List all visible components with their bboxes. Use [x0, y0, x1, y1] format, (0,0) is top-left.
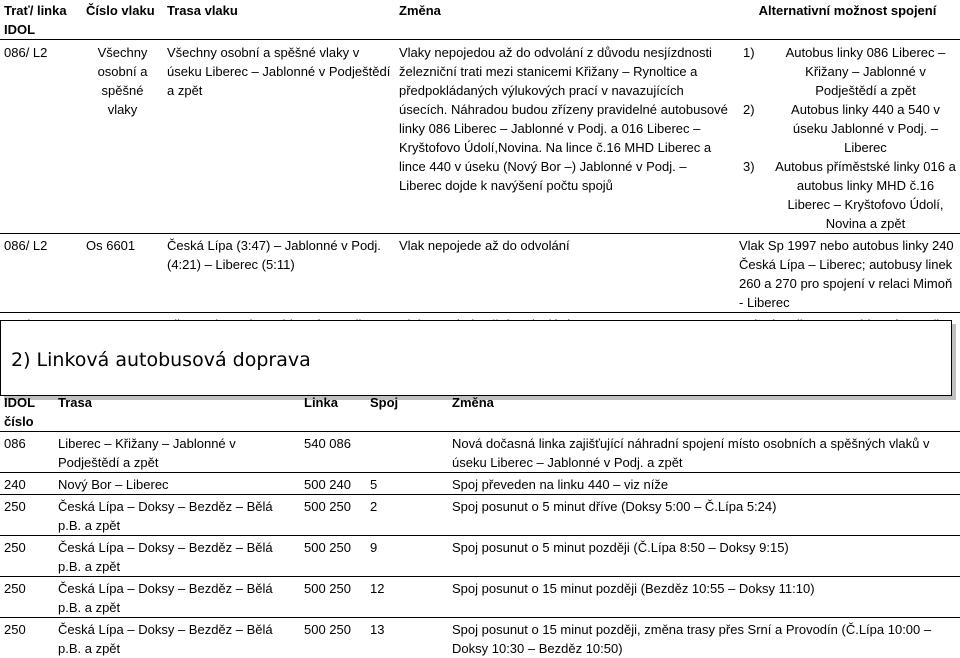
header-alternative: Alternativní možnost spojení: [735, 0, 960, 40]
cell-route: Česká Lípa – Doksy – Bezděz – Bělá p.B. a zpět: [54, 577, 300, 618]
table-row: [0, 618, 960, 658]
cell-route: Nový Bor – Liberec: [54, 473, 300, 495]
cell-idol: 086: [0, 432, 54, 473]
alt-text: Autobus linky 440 a 540 v úseku Jablonné v Podj. – Liberec: [775, 100, 956, 157]
cell-conn: 9: [366, 536, 448, 577]
cell-conn: [366, 432, 448, 473]
header-conn: Spoj: [366, 390, 448, 432]
cell-alternatives: [735, 40, 960, 234]
cell-train-no: Os 6601: [82, 234, 163, 313]
table-row: [0, 536, 960, 577]
cell-route: Česká Lípa – Doksy – Bezděz – Bělá p.B. a zpět: [54, 495, 300, 536]
alt-number: 2): [743, 100, 775, 157]
table-row: [0, 473, 960, 495]
header-train-no: Číslo vlaku: [82, 0, 163, 40]
cell-line: 500 250: [300, 618, 366, 658]
cell-change: Vlaky nepojedou až do odvolání z důvodu nesjízdnosti železniční trati mezi stanicemi Křižany – Rynoltice a předpokládaných výlukových prací v navazujících úsecích. Náhradou budou zřízeny pravidelné autobusové linky 086 Liberec – Jablonné v Podj. a 016 Liberec – Kryštofovo Údolí,Novina. Na lince č.16 MHD Liberec a lince 440 v úseku (Nový Bor –) Jablonné v Podj. – Liberec dojde k navýšení počtu spojů: [395, 40, 735, 234]
cell-line: 500 250: [300, 536, 366, 577]
cell-change: Spoj posunut o 5 minut později (Č.Lípa 8:50 – Doksy 9:15): [448, 536, 960, 577]
alt-number: 3): [743, 157, 775, 233]
header-idol: IDOL číslo: [0, 390, 54, 432]
cell-line: 540 086: [300, 432, 366, 473]
bus-table-header-row: [0, 390, 960, 432]
header-change: Změna: [395, 0, 735, 40]
cell-line: 500 250: [300, 495, 366, 536]
cell-change: Vlak nepojede až do odvolání: [395, 234, 735, 313]
cell-train-no: Všechny osobní a spěšné vlaky: [82, 40, 163, 234]
cell-route-desc: Česká Lípa (3:47) – Jablonné v Podj. (4:21) – Liberec (5:11): [163, 234, 395, 313]
cell-change: Spoj převeden na linku 440 – viz níže: [448, 473, 960, 495]
header-route: Trať/ linka IDOL: [0, 0, 82, 40]
cell-route: 086/ L2: [0, 234, 82, 313]
cell-conn: 5: [366, 473, 448, 495]
cell-change: Spoj posunut o 15 minut později (Bezděz 10:55 – Doksy 11:10): [448, 577, 960, 618]
cell-route: 086/ L2: [0, 40, 82, 234]
cell-route: Česká Lípa – Doksy – Bezděz – Bělá p.B. a zpět: [54, 536, 300, 577]
header-route-desc: Trasa vlaku: [163, 0, 395, 40]
cell-idol: 250: [0, 495, 54, 536]
table-row: [0, 577, 960, 618]
cell-line: 500 250: [300, 577, 366, 618]
cell-conn: 2: [366, 495, 448, 536]
cell-conn: 13: [366, 618, 448, 658]
cell-line: 500 240: [300, 473, 366, 495]
cell-idol: 250: [0, 536, 54, 577]
list-item: [743, 43, 956, 100]
table-row: [0, 234, 960, 313]
cell-change: Spoj posunut o 5 minut dříve (Doksy 5:00 – Č.Lípa 5:24): [448, 495, 960, 536]
list-item: [743, 100, 956, 157]
cell-alternative: Vlak Sp 1997 nebo autobus linky 240 Česká Lípa – Liberec; autobusy linek 260 a 270 pro spojení v relaci Mimoň - Liberec: [735, 234, 960, 313]
header-change: Změna: [448, 390, 960, 432]
cell-route: Česká Lípa – Doksy – Bezděz – Bělá p.B. a zpět: [54, 618, 300, 658]
alternatives-list: [739, 43, 956, 233]
alt-number: 1): [743, 43, 775, 100]
cell-idol: 240: [0, 473, 54, 495]
cell-route: Liberec – Křižany – Jablonné v Podještědí a zpět: [54, 432, 300, 473]
cell-change: Nová dočasná linka zajišťující náhradní spojení místo osobních a spěšných vlaků v úseku Liberec – Jablonné v Podj. a zpět: [448, 432, 960, 473]
header-line: Linka: [300, 390, 366, 432]
alt-text: Autobus příměstské linky 016 a autobus linky MHD č.16 Liberec – Kryštofovo Údolí, Novina a zpět: [775, 157, 956, 233]
cell-route-desc: Všechny osobní a spěšné vlaky v úseku Liberec – Jablonné v Podještědí a zpět: [163, 40, 395, 234]
bus-lines-table: [0, 390, 960, 658]
cell-conn: 12: [366, 577, 448, 618]
train-table-header-row: [0, 0, 960, 40]
cell-idol: 250: [0, 577, 54, 618]
alt-text: Autobus linky 086 Liberec – Křižany – Jablonné v Podještědí a zpět: [775, 43, 956, 100]
cell-change: Spoj posunut o 15 minut později, změna trasy přes Srní a Provodín (Č.Lípa 10:00 – Doksy 10:30 – Bezděz 10:50): [448, 618, 960, 658]
table-row: [0, 495, 960, 536]
section-heading: 2) Linková autobusová doprava: [11, 348, 311, 372]
table-row: [0, 432, 960, 473]
section-heading-box: [0, 320, 952, 396]
header-route: Trasa: [54, 390, 300, 432]
table-row: [0, 40, 960, 234]
list-item: [743, 157, 956, 233]
cell-idol: 250: [0, 618, 54, 658]
